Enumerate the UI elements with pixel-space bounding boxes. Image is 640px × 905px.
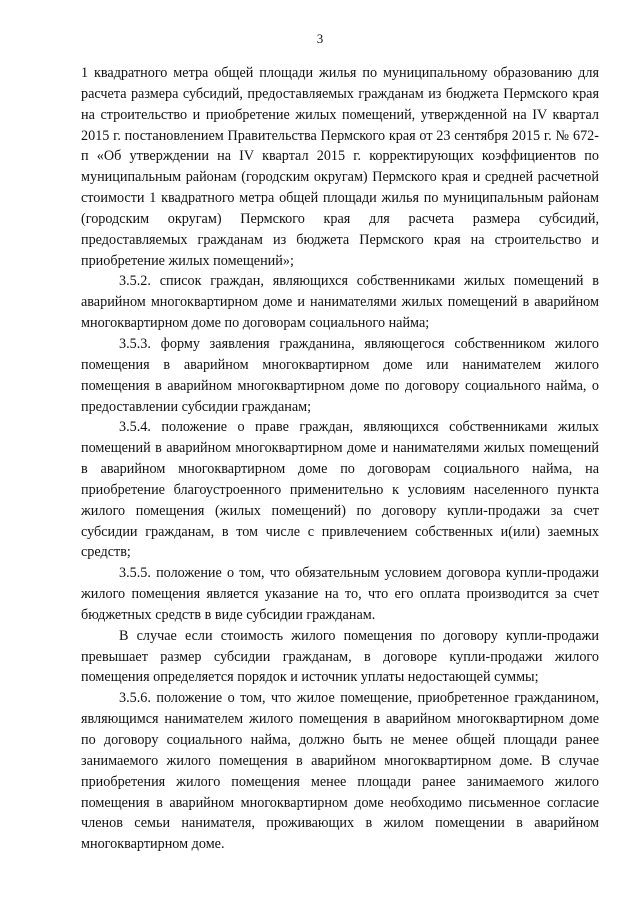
paragraph-3-5-4: 3.5.4. положение о праве граждан, являющихся собственниками жилых помещений в аварийном многоквартирном доме и нанимателями жилых помещений в аварийном многоквартирном доме по договорам социального найма, на приобретение благоустроенного применительно к условиям населенного пункта жилого помещения (жилых помещений) по договору купли-продажи за счет субсидии гражданам, в том числе с привлечением собственных и(или) заемных средств;: [81, 419, 599, 561]
paragraph-3-5-6: 3.5.6. положение о том, что жилое помещение, приобретенное гражданином, являющимся нанимателем жилого помещения в аварийном многоквартирном доме по договору социального найма, должно быть не менее общей площади ранее занимаемого жилого помещения в аварийном многоквартирном доме. В случае приобретения жилого помещения менее площади ранее занимаемого жилого помещения в аварийном многоквартирном доме необходимо письменное согласие членов семьи нанимателя, проживающих в жилом помещении в аварийном многоквартирном доме.: [81, 690, 599, 853]
page-number: 3: [316, 31, 324, 46]
paragraph-3-5-2: 3.5.2. список граждан, являющихся собственниками жилых помещений в аварийном многоквартирном доме и нанимателями жилых помещений в аварийном многоквартирном доме по договорам социального найма;: [81, 273, 599, 332]
paragraph-continuation: 1 квадратного метра общей площади жилья по муниципальному образованию для расчета размера субсидий, предоставляемых гражданам из бюджета Пермского края на строительство и приобретение жилых помещений, утвержденной на IV квартал 2015 г. постановлением Правительства Пермского края от 23 сентября 2015 г. № 672-п «Об утверждении на IV квартал 2015 г. корректирующих коэффициентов по муниципальным районам (городским округам) Пермского края и средней расчетной стоимости 1 квадратного метра общей площади жилья по муниципальным районам (городским округам) Пермского края для расчета размера субсидий, предоставляемых гражданам из бюджета Пермского края на строительство и приобретение жилых помещений»;: [81, 65, 599, 269]
paragraph-3-5-5: 3.5.5. положение о том, что обязательным условием договора купли-продажи жилого помещения является указание на то, что его оплата производится за счет бюджетных средств в виде субсидии гражданам.: [81, 565, 599, 623]
document-body: [81, 63, 599, 855]
paragraph-3-5-3: 3.5.3. форму заявления гражданина, являющегося собственником жилого помещения в аварийном многоквартирном доме или нанимателем жилого помещения в аварийном многоквартирном доме по договору социального найма, о предоставлении субсидии гражданам;: [81, 335, 599, 415]
paragraph-price-difference: В случае если стоимость жилого помещения по договору купли-продажи превышает размер субсидии гражданам, в договоре купли-продажи жилого помещения определяется порядок и источник уплаты недостающей суммы;: [81, 627, 599, 686]
